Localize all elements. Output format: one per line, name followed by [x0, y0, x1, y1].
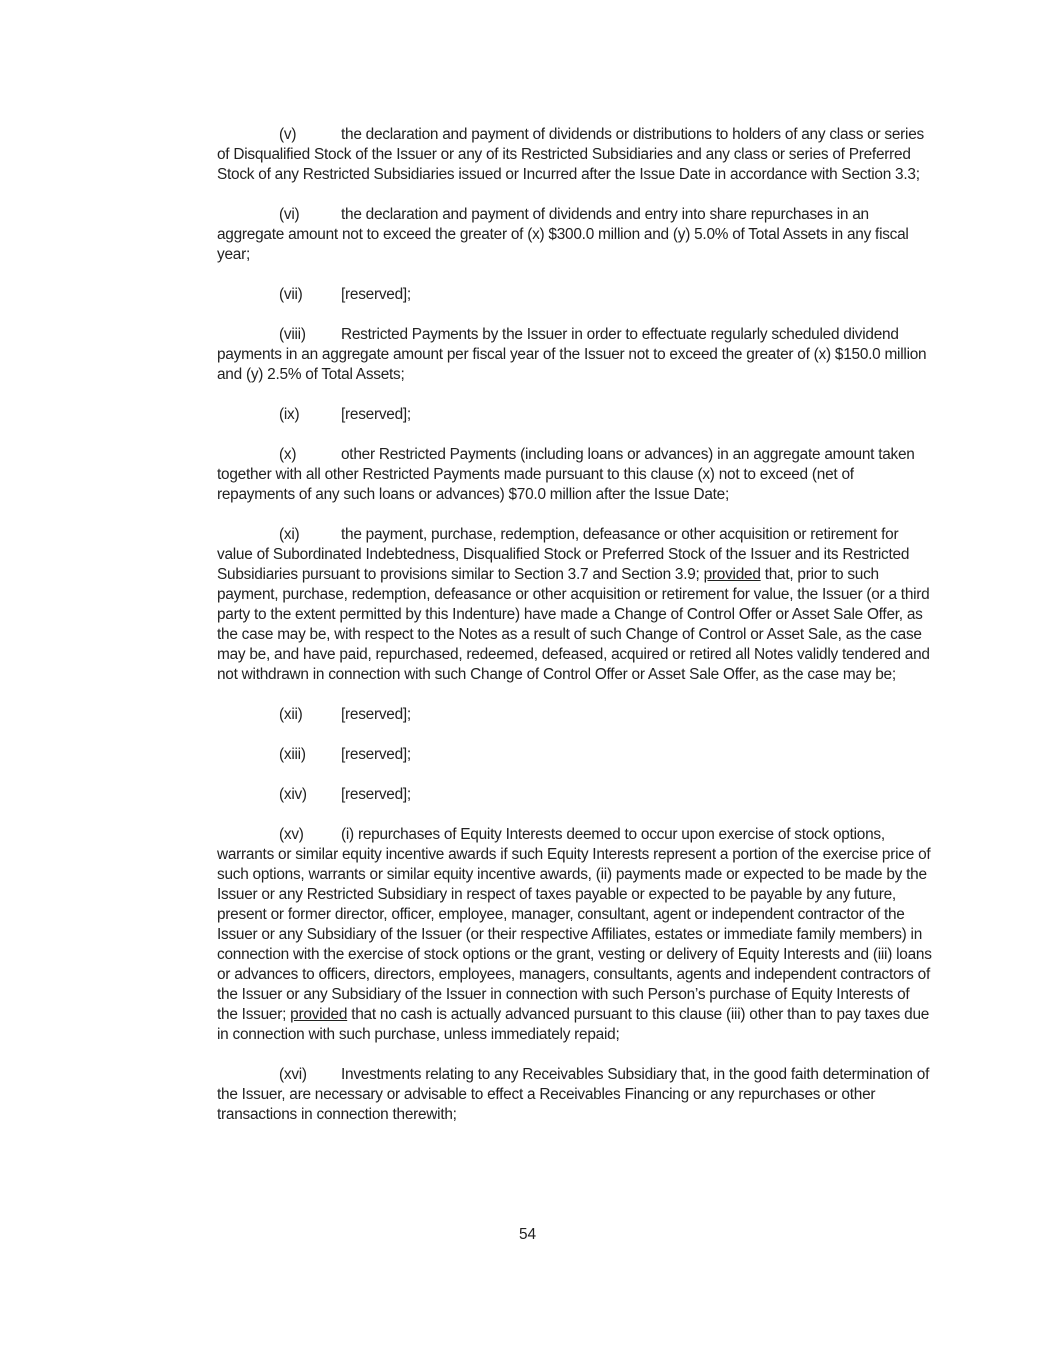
clause-text: (i) repurchases of Equity Interests deemed to occur upon exercise of stock options, warrants or similar equity incentive awards if such Equity Interests represent a portion of the exercise price of such options, warrants or similar equity incentive awards, (ii) payments made or expected to be made by the Issuer or any Restricted Subsidiary in respect of taxes payable or expected to be payable by any future, present or former director, officer, employee, manager, consultant, agent or independent contractor of the Issuer or any Subsidiary of the Issuer (or their respective Affiliates, estates or immediate family members) in connection with the exercise of stock options or the grant, vesting or delivery of Equity Interests and (iii) loans or advances to officers, directors, employees, managers, consultants, agents and independent contractors of the Issuer or any Subsidiary of the Issuer in connection with such Person’s purchase of Equity Interests of the Issuer;: [217, 826, 932, 1023]
clause-text: other Restricted Payments (including loans or advances) in an aggregate amount taken together with all other Restricted Payments made pursuant to this clause (x) not to exceed (net of repayments of any such loans or advances) $70.0 million after the Issue Date;: [217, 446, 915, 503]
clause-xi: [217, 525, 933, 685]
document-body: [217, 125, 933, 1145]
clause-number: (xvi): [279, 1066, 307, 1083]
clause-text: [reserved];: [341, 786, 411, 803]
clause-xiii: [217, 745, 933, 765]
clause-number: (xiv): [279, 786, 307, 803]
clause-text-continued: that no cash is actually advanced pursuant to this clause (iii) other than to pay taxes due in connection with such purchase, unless immediately repaid;: [217, 1006, 930, 1043]
clause-xiv: [217, 785, 933, 805]
clause-number: (xv): [279, 826, 304, 843]
clause-xvi: [217, 1065, 933, 1125]
clause-vii: [217, 285, 933, 305]
clause-number: (viii): [279, 326, 306, 343]
provided-underlined: provided: [703, 566, 761, 583]
clause-text: the declaration and payment of dividends and entry into share repurchases in an aggregate amount not to exceed the greater of (x) $300.0 million and (y) 5.0% of Total Assets in any fiscal year;: [217, 206, 909, 263]
clause-number: (vii): [279, 286, 303, 303]
clause-text: the payment, purchase, redemption, defeasance or other acquisition or retirement for value of Subordinated Indebtedness, Disqualified Stock or Preferred Stock of the Issuer and its Restricted Subsidiaries pursuant to provisions similar to Section 3.7 and Section 3.9;: [217, 526, 910, 583]
clause-vi: [217, 205, 933, 265]
clause-x: [217, 445, 933, 505]
clause-number: (x): [279, 446, 297, 463]
clause-number: (xi): [279, 526, 300, 543]
clause-number: (v): [279, 126, 297, 143]
clause-text: [reserved];: [341, 286, 411, 303]
clause-text: [reserved];: [341, 706, 411, 723]
clause-text: [reserved];: [341, 746, 411, 763]
clause-text: Investments relating to any Receivables Subsidiary that, in the good faith determination of the Issuer, are necessary or advisable to effect a Receivables Financing or any repurchases or other transactions in connection therewith;: [217, 1066, 930, 1123]
clause-viii: [217, 325, 933, 385]
clause-text: the declaration and payment of dividends or distributions to holders of any class or series of Disqualified Stock of the Issuer or any of its Restricted Subsidiaries and any class or series of Preferred Stock of any Restricted Subsidiaries issued or Incurred after the Issue Date in accordance with Section 3.3;: [217, 126, 924, 183]
clause-text: Restricted Payments by the Issuer in order to effectuate regularly scheduled dividend payments in an aggregate amount per fiscal year of the Issuer not to exceed the greater of (x) $150.0 million and (y) 2.5% of Total Assets;: [217, 326, 927, 383]
clause-ix: [217, 405, 933, 425]
clause-number: (xiii): [279, 746, 306, 763]
provided-underlined: provided: [290, 1006, 348, 1023]
clause-text-continued: that, prior to such payment, purchase, redemption, defeasance or other acquisition or retirement for value, the Issuer (or a third party to the extent permitted by this Indenture) have made a Change of Control Offer or Asset Sale Offer, as the case may be, with respect to the Notes as a result of such Change of Control or Asset Sale, as the case may be, and have paid, repurchased, redeemed, defeased, acquired or retired all Notes validly tendered and not withdrawn in connection with such Change of Control Offer or Asset Sale Offer, as the case may be;: [217, 566, 930, 683]
clause-number: (xii): [279, 706, 303, 723]
clause-xii: [217, 705, 933, 725]
clause-v: [217, 125, 933, 185]
page-number: 54: [518, 1226, 537, 1243]
clause-xv: [217, 825, 933, 1045]
clause-number: (ix): [279, 406, 300, 423]
clause-number: (vi): [279, 206, 300, 223]
clause-text: [reserved];: [341, 406, 411, 423]
